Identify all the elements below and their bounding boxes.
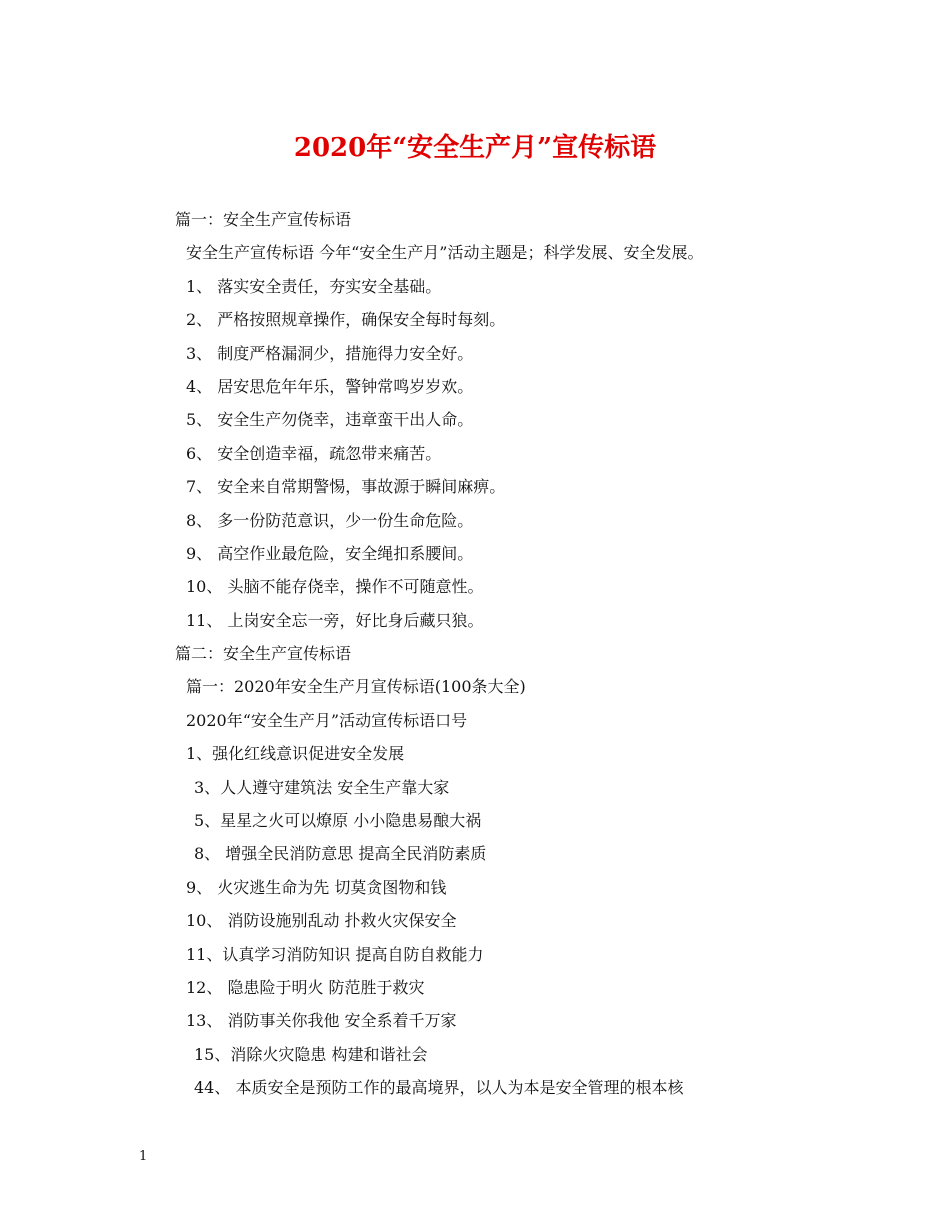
list-item: 10、 头脑不能存侥幸，操作不可随意性。 xyxy=(186,577,484,597)
page-number: 1 xyxy=(139,1149,148,1164)
text-line: 2020年“安全生产月”活动宣传标语口号 xyxy=(186,710,468,730)
list-item: 8、 多一份防范意识，少一份生命危险。 xyxy=(186,510,474,530)
list-item: 3、人人遵守建筑法 安全生产靠大家 xyxy=(194,777,450,797)
list-item: 15、消除火灾隐患 构建和谐社会 xyxy=(194,1044,428,1064)
list-item: 13、 消防事关你我他 安全系着千万家 xyxy=(186,1011,457,1031)
text-line: 安全生产宣传标语 今年“安全生产月”活动主题是；科学发展、安全发展。 xyxy=(186,243,704,263)
list-item: 9、 火灾逃生命为先 切莫贪图物和钱 xyxy=(186,877,447,897)
list-item: 2、 严格按照规章操作，确保安全每时每刻。 xyxy=(186,310,506,330)
section-heading: 篇二：安全生产宣传标语 xyxy=(175,644,352,664)
document-title: 2020年“安全生产月”宣传标语 xyxy=(293,133,657,163)
list-item: 12、 隐患险于明火 防范胜于救灾 xyxy=(186,977,425,997)
text-line: 篇一：2020年安全生产月宣传标语(100条大全) xyxy=(186,677,526,697)
list-item: 1、强化红线意识促进安全发展 xyxy=(186,744,405,764)
section-heading: 篇一：安全生产宣传标语 xyxy=(175,210,352,229)
list-item: 5、 安全生产勿侥幸，违章蛮干出人命。 xyxy=(186,410,474,430)
list-item: 4、 居安思危年年乐，警钟常鸣岁岁欢。 xyxy=(186,376,474,396)
document-body xyxy=(0,203,950,1105)
list-item: 8、 增强全民消防意思 提高全民消防素质 xyxy=(194,844,487,864)
list-item: 10、 消防设施别乱动 扑救火灾保安全 xyxy=(186,911,457,931)
list-item: 5、星星之火可以燎原 小小隐患易酿大祸 xyxy=(194,811,482,831)
list-item: 44、 本质安全是预防工作的最高境界，以人为本是安全管理的根本核 xyxy=(194,1078,684,1098)
list-item: 3、 制度严格漏洞少，措施得力安全好。 xyxy=(186,343,474,363)
list-item: 9、 高空作业最危险，安全绳扣系腰间。 xyxy=(186,543,474,563)
list-item: 7、 安全来自常期警惕，事故源于瞬间麻痹。 xyxy=(186,477,506,497)
list-item: 11、 上岗安全忘一旁，好比身后藏只狼。 xyxy=(186,610,484,630)
list-item: 6、 安全创造幸福，疏忽带来痛苦。 xyxy=(186,443,442,463)
list-item: 1、 落实安全责任，夯实安全基础。 xyxy=(186,276,442,296)
list-item: 11、认真学习消防知识 提高自防自救能力 xyxy=(186,944,484,964)
